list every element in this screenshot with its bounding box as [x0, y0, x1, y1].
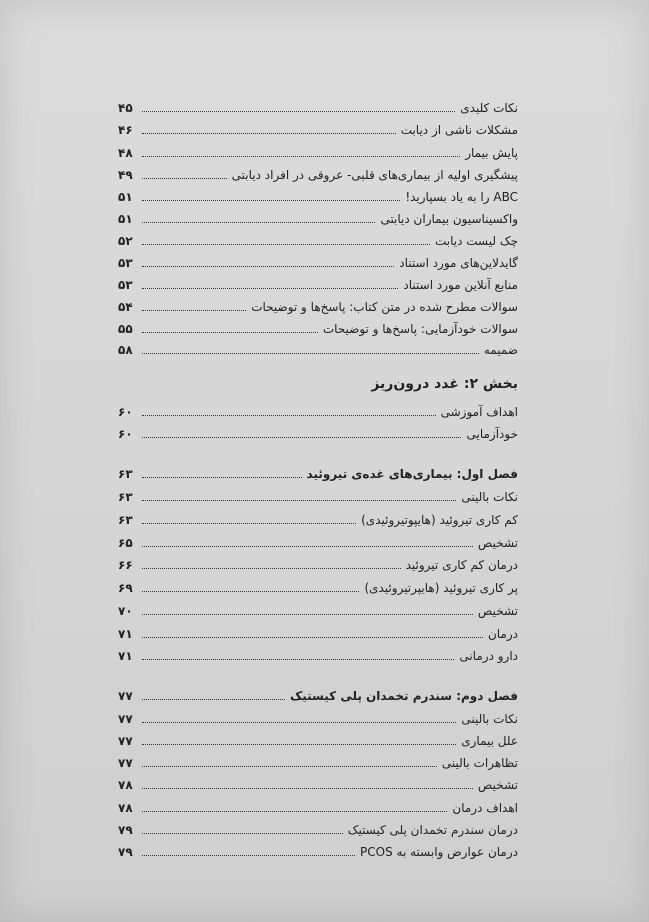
toc-row[interactable] [118, 751, 518, 771]
toc-page-number: ۷۱ [118, 649, 133, 663]
toc-row[interactable] [118, 229, 518, 249]
chapter-title: فصل دوم: سندرم تخمدان پلی کیستیک [289, 689, 518, 703]
toc-page-number: ۷۸ [118, 778, 133, 792]
leader-dots [142, 477, 302, 478]
toc-page-number: ۷۹ [118, 823, 133, 837]
section-heading: بخش ۲: غدد درون‌ریز [371, 376, 518, 392]
leader-dots [142, 244, 430, 245]
toc-row[interactable] [118, 773, 518, 793]
toc-page-number: ۵۲ [118, 234, 133, 248]
toc-page-number: ۴۸ [118, 146, 133, 160]
toc-row[interactable] [118, 796, 518, 816]
toc-entry-title: نکات بالینی [461, 712, 518, 726]
leader-dots [142, 332, 318, 333]
toc-page-number: ۶۶ [118, 558, 133, 572]
toc-row[interactable] [118, 273, 518, 293]
toc-page-number: ۶۵ [118, 536, 133, 550]
toc-row[interactable] [118, 531, 518, 551]
leader-dots [142, 200, 400, 201]
toc-row[interactable] [118, 118, 518, 138]
toc-row[interactable] [118, 485, 518, 505]
leader-dots [142, 523, 356, 524]
leader-dots [142, 178, 227, 179]
toc-row[interactable] [118, 251, 518, 271]
toc-page-number: ۷۱ [118, 627, 133, 641]
toc-page-number: ۶۰ [118, 427, 133, 441]
toc-row[interactable] [118, 644, 518, 664]
toc-row[interactable] [118, 818, 518, 838]
leader-dots [142, 722, 456, 723]
toc-row[interactable] [118, 400, 518, 420]
toc-page-number: ۷۰ [118, 604, 133, 618]
toc-row[interactable] [118, 207, 518, 227]
toc-row[interactable] [118, 422, 518, 442]
toc-row[interactable] [118, 317, 518, 337]
toc-entry-title: درمان سندرم تخمدان پلی کیستیک [347, 823, 518, 837]
toc-entry-title: گایدلاین‌های مورد استناد [399, 256, 518, 270]
leader-dots [142, 659, 454, 660]
toc-page-number: ۶۹ [118, 581, 133, 595]
leader-dots [142, 133, 396, 134]
toc-row[interactable] [118, 185, 518, 205]
toc-row[interactable] [118, 96, 518, 116]
toc-page-number: ۴۹ [118, 168, 133, 182]
toc-row[interactable] [118, 553, 518, 573]
leader-dots [142, 833, 343, 834]
toc-row[interactable] [118, 576, 518, 596]
toc-entry-title: پایش بیمار [465, 146, 518, 160]
toc-entry-title: علل بیماری [461, 734, 518, 748]
toc-row[interactable] [118, 163, 518, 183]
toc-entry-title: مشکلات ناشی از دیابت [400, 123, 518, 137]
toc-page-number: ۵۳ [118, 256, 133, 270]
toc-page-number: ۴۶ [118, 123, 133, 137]
toc-entry-title: درمان [487, 627, 518, 641]
leader-dots [142, 266, 394, 267]
toc-entry-title: منابع آنلاین مورد استناد [403, 278, 518, 292]
toc-page-number: ۶۳ [118, 490, 133, 504]
toc-entry-title: اهداف آموزشی [440, 405, 518, 419]
toc-entry-title: تشخیص [477, 536, 518, 550]
toc-row[interactable] [118, 508, 518, 528]
toc-page-number: ۵۴ [118, 300, 133, 314]
chapter-heading-row[interactable] [118, 462, 518, 482]
leader-dots [142, 310, 246, 311]
toc-page-number: ۵۸ [118, 343, 133, 357]
chapter-heading-row[interactable] [118, 684, 518, 704]
leader-dots [142, 568, 401, 569]
toc-entry-title: سوالات خودآزمایی: پاسخ‌ها و توضیحات [322, 322, 518, 336]
leader-dots [142, 766, 437, 767]
toc-page-number: ۶۳ [118, 467, 133, 481]
chapter-title: فصل اول: بیماری‌های غده‌ی تیروئید [306, 467, 518, 481]
toc-entry-title: خودآزمایی [466, 427, 518, 441]
leader-dots [142, 744, 456, 745]
toc-page-number: ۴۵ [118, 101, 133, 115]
toc-row[interactable] [118, 707, 518, 727]
leader-dots [142, 614, 473, 615]
leader-dots [142, 855, 355, 856]
toc-row[interactable] [118, 840, 518, 860]
leader-dots [142, 788, 473, 789]
toc-page-number: ۷۷ [118, 756, 133, 770]
toc-entry-title: نکات بالینی [461, 490, 518, 504]
toc-row[interactable] [118, 622, 518, 642]
toc-page-number: ۷۷ [118, 712, 133, 726]
leader-dots [142, 353, 479, 354]
toc-row[interactable] [118, 295, 518, 315]
toc-row[interactable] [118, 729, 518, 749]
toc-page-number: ۶۳ [118, 513, 133, 527]
leader-dots [142, 156, 460, 157]
toc-entry-title: ABC را به یاد بسپارید! [405, 190, 518, 204]
leader-dots [142, 546, 473, 547]
leader-dots [142, 111, 455, 112]
toc-entry-title: درمان کم کاری تیروئید [405, 558, 518, 572]
leader-dots [142, 415, 436, 416]
toc-entry-title: تظاهرات بالینی [441, 756, 518, 770]
toc-entry-title: کم کاری تیروئید (هایپوتیروئیدی) [361, 513, 518, 527]
toc-entry-title: سوالات مطرح شده در متن کتاب: پاسخ‌ها و توضیحات [251, 300, 518, 314]
toc-row[interactable] [118, 141, 518, 161]
leader-dots [142, 591, 359, 592]
leader-dots [142, 699, 285, 700]
toc-entry-title: تشخیص [477, 604, 518, 618]
toc-entry-title: پیشگیری اولیه از بیماری‌های قلبی- عروقی در افراد دیابتی [231, 168, 518, 182]
toc-entry-title: چک لیست دیابت [434, 234, 518, 248]
toc-page-number: ۷۸ [118, 801, 133, 815]
leader-dots [142, 811, 447, 812]
toc-entry-title: اهداف درمان [452, 801, 518, 815]
leader-dots [142, 222, 375, 223]
toc-entry-title: نکات کلیدی [460, 101, 518, 115]
toc-page-number: ۵۱ [118, 212, 133, 226]
toc-page-number: ۷۷ [118, 734, 133, 748]
toc-entry-title: درمان عوارض وابسته به PCOS [360, 845, 518, 859]
toc-row[interactable] [118, 599, 518, 619]
toc-entry-title: واکسیناسیون بیماران دیابتی [380, 212, 518, 226]
leader-dots [142, 437, 461, 438]
toc-page-number: ۵۱ [118, 190, 133, 204]
toc-entry-title: دارو درمانی [459, 649, 518, 663]
toc-page-number: ۵۳ [118, 278, 133, 292]
toc-page-number: ۷۷ [118, 689, 133, 703]
leader-dots [142, 500, 456, 501]
toc-entry-title: تشخیص [477, 778, 518, 792]
toc-row[interactable] [118, 338, 518, 358]
toc-entry-title: ضمیمه [483, 343, 518, 357]
toc-page-number: ۶۰ [118, 405, 133, 419]
leader-dots [142, 637, 483, 638]
toc-page-number: ۷۹ [118, 845, 133, 859]
toc-page-number: ۵۵ [118, 322, 133, 336]
toc-entry-title: پر کاری تیروئید (هایپرتیروئیدی) [364, 581, 518, 595]
leader-dots [142, 288, 398, 289]
